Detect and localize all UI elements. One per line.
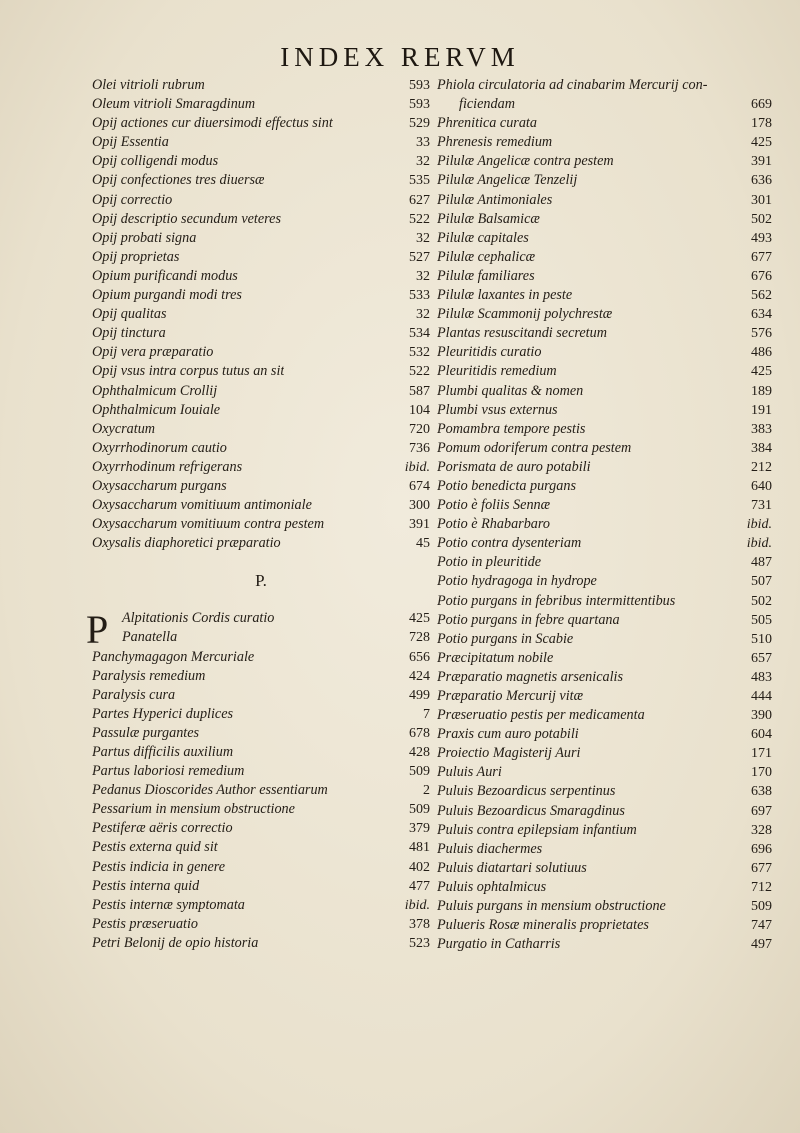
index-entry <box>437 687 772 706</box>
entry-page: 731 <box>751 498 772 514</box>
entry-page: 502 <box>751 211 772 227</box>
entry-text: Pestiferæ aëris correctio <box>92 820 233 837</box>
entry-page: 497 <box>751 937 772 953</box>
index-entry <box>437 725 772 744</box>
index-entry <box>437 248 772 267</box>
entry-text: Pleuritidis curatio <box>437 344 542 361</box>
entry-text: Pestis externa quid sit <box>92 839 218 856</box>
entry-page: 486 <box>751 345 772 361</box>
entry-text: Oxycratum <box>92 420 156 437</box>
index-entry <box>437 935 772 954</box>
entry-text: Partus difficilis auxilium <box>92 744 234 760</box>
index-entry <box>92 267 430 286</box>
index-entry <box>92 401 430 420</box>
entry-page: 728 <box>409 630 430 646</box>
entry-text: Potio è Rhabarbaro <box>437 516 550 533</box>
entry-page: 507 <box>751 574 772 590</box>
index-entry <box>437 592 772 611</box>
index-entry <box>437 362 772 381</box>
entry-text: Pilulæ capitales <box>437 229 529 246</box>
entry-text: Pestis internæ symptomata <box>92 896 245 913</box>
entry-page: 45 <box>416 536 430 552</box>
entry-page: 178 <box>751 116 772 132</box>
index-entry <box>437 114 772 133</box>
entry-text: Porismata de auro potabili <box>437 458 591 475</box>
entry-text: Opium purgandi modi tres <box>92 287 242 304</box>
entry-text: Potio in pleuritide <box>437 554 542 571</box>
entry-page: 32 <box>416 307 430 323</box>
entry-page: 7 <box>423 706 430 722</box>
index-entry <box>437 420 772 439</box>
entry-page: 720 <box>409 421 430 437</box>
index-entry <box>437 324 772 343</box>
index-entry <box>437 95 772 114</box>
index-entry <box>92 477 430 496</box>
index-entry <box>437 515 772 534</box>
index-entry <box>437 439 772 458</box>
index-entry <box>92 915 430 934</box>
entry-text: Opij descriptio secundum veteres <box>92 210 281 227</box>
entry-text: Puluis Bezoardicus Smaragdinus <box>437 802 625 819</box>
entry-text: Praxis cum auro potabili <box>437 726 579 743</box>
entry-text: Opij qualitas <box>92 306 167 323</box>
entry-text: Opij colligendi modus <box>92 153 219 170</box>
entry-page: 593 <box>409 78 430 93</box>
entry-page: 509 <box>751 899 772 915</box>
left-entries-p <box>86 607 430 953</box>
right-column <box>437 76 772 954</box>
index-entry <box>437 763 772 782</box>
entry-page: 636 <box>751 173 772 189</box>
entry-text: Pomambra tempore pestis <box>437 420 586 437</box>
entry-page: 505 <box>751 612 772 628</box>
entry-text: Pomum odoriferum contra pestem <box>437 439 632 456</box>
entry-text: Opij vsus intra corpus tutus an sit <box>92 363 285 380</box>
index-entry <box>437 534 772 553</box>
entry-text: ficiendam <box>459 96 515 113</box>
index-entry <box>437 744 772 763</box>
index-entry <box>437 152 772 171</box>
index-entry <box>92 496 430 515</box>
entry-text: Ophthalmicum Iouiale <box>92 401 221 418</box>
index-entry <box>92 743 430 762</box>
entry-page: 300 <box>409 498 430 514</box>
index-entry <box>92 324 430 343</box>
entry-page: 32 <box>416 154 430 170</box>
index-entry <box>92 934 430 953</box>
entry-text: Potio purgans in Scabie <box>437 630 574 647</box>
entry-text: Opij vera præparatio <box>92 344 214 361</box>
entry-text: Oxysaccharum vomitiuum antimoniale <box>92 497 312 514</box>
index-entry <box>92 248 430 267</box>
entry-page: 669 <box>751 97 772 113</box>
entry-text: Opij actiones cur diuersimodi effectus sint <box>92 115 333 132</box>
entry-page: 657 <box>751 650 772 666</box>
index-entry <box>437 286 772 305</box>
entry-page: 535 <box>409 173 430 189</box>
index-entry <box>437 840 772 859</box>
entry-page: 736 <box>409 440 430 456</box>
index-entry <box>92 420 430 439</box>
entry-page: 301 <box>751 192 772 208</box>
entry-page: 627 <box>409 192 430 208</box>
entry-text: Potio hydragoga in hydrope <box>437 573 597 590</box>
entry-text: Opij proprietas <box>92 248 180 265</box>
entry-page: 523 <box>409 935 430 951</box>
entry-page: 696 <box>751 841 772 857</box>
index-entry <box>92 229 430 248</box>
entry-text: Panatella <box>122 629 178 646</box>
entry-text: Puluis Bezoardicus serpentinus <box>437 783 616 800</box>
entry-text: Plantas resuscitandi secretum <box>437 325 607 342</box>
entry-text: Oxyrrhodinum refrigerans <box>92 458 243 475</box>
index-entry <box>437 401 772 420</box>
entry-text: Oxysaccharum purgans <box>92 477 227 494</box>
index-entry <box>437 916 772 935</box>
index-entry <box>437 706 772 725</box>
entry-text: Pestis interna quid <box>92 877 200 894</box>
index-entry <box>437 668 772 687</box>
entry-page: 656 <box>409 649 430 665</box>
left-column <box>86 76 430 953</box>
entry-text: Pedanus Dioscorides Author essentiarum <box>92 782 328 799</box>
section-letter-p: P. <box>255 571 267 591</box>
entry-text: Puluis contra epilepsiam infantium <box>437 821 637 838</box>
index-entry <box>92 95 430 114</box>
index-entry <box>92 191 430 210</box>
entry-text: Panchymagagon Mercuriale <box>92 648 255 665</box>
entry-text: Puluis diatartari solutiuus <box>437 859 587 876</box>
entry-text: Pulueris Rosæ mineralis proprietates <box>437 917 649 934</box>
entry-text: Opij tinctura <box>92 325 166 342</box>
entry-text: Paralysis remedium <box>92 667 206 684</box>
entry-text: Præcipitatum nobile <box>437 649 554 666</box>
entry-page: 425 <box>751 135 772 151</box>
entry-text: Opium purificandi modus <box>92 267 238 284</box>
index-entry <box>92 114 430 133</box>
index-entry <box>92 305 430 324</box>
entry-page: 674 <box>409 478 430 494</box>
entry-text: Pilulæ laxantes in peste <box>437 287 573 304</box>
index-entry <box>437 782 772 801</box>
index-entry <box>92 724 430 743</box>
index-entry <box>92 819 430 838</box>
index-entry <box>437 210 772 229</box>
entry-text: Purgatio in Catharris <box>437 936 561 953</box>
index-entry <box>92 838 430 857</box>
entry-text: Proiectio Magisterij Auri <box>437 745 581 762</box>
entry-text: Plumbi vsus externus <box>437 401 558 418</box>
entry-text: Oleum vitrioli Smaragdinum <box>92 96 256 113</box>
entry-page: 189 <box>751 383 772 399</box>
entry-page: 383 <box>751 421 772 437</box>
entry-text: Opij correctio <box>92 191 173 208</box>
page-header: INDEX RERVM <box>280 42 520 72</box>
index-entry <box>92 877 430 896</box>
entry-text: Puluis ophtalmicus <box>437 878 547 895</box>
entry-page: 534 <box>409 326 430 342</box>
entry-page: 402 <box>409 859 430 875</box>
entry-page: 390 <box>751 708 772 724</box>
entry-page: 576 <box>751 326 772 342</box>
index-entry <box>92 686 430 705</box>
index-entry <box>92 171 430 190</box>
entry-page: 747 <box>751 918 772 934</box>
entry-page: 477 <box>409 878 430 894</box>
entry-page: 493 <box>751 230 772 246</box>
entry-page: 677 <box>751 860 772 876</box>
entry-text: Potio benedicta purgans <box>437 477 576 494</box>
entry-text: Passulæ purgantes <box>92 724 200 741</box>
entry-page: 593 <box>409 97 430 113</box>
index-entry <box>437 878 772 897</box>
index-entry <box>92 362 430 381</box>
entry-text: Ophthalmicum Crollij <box>92 382 218 399</box>
entry-text: Potio purgans in febribus intermittentibus <box>437 592 676 609</box>
entry-text: Olei vitrioli rubrum <box>92 77 205 93</box>
entry-text: Præparatio Mercurij vitæ <box>437 688 584 704</box>
entry-page: 191 <box>751 402 772 418</box>
index-entry <box>437 191 772 210</box>
entry-page: 33 <box>416 135 430 151</box>
entry-text: Puluis diachermes <box>437 840 543 857</box>
index-entry <box>92 515 430 534</box>
index-entry <box>437 802 772 821</box>
entry-page: 328 <box>751 822 772 838</box>
index-entry <box>92 800 430 819</box>
entry-text: Pilulæ Antimoniales <box>437 191 553 208</box>
entry-text: Alpitationis Cordis curatio <box>122 610 275 627</box>
entry-text: Pilulæ Angelicæ contra pestem <box>437 153 614 170</box>
entry-page: 378 <box>409 916 430 932</box>
entry-page: 170 <box>751 765 772 781</box>
entry-text: Puluis Auri <box>437 764 502 781</box>
entry-text: Pilulæ Balsamicæ <box>437 210 540 227</box>
entry-page: 677 <box>751 249 772 265</box>
index-entry <box>437 611 772 630</box>
entry-page: 391 <box>409 517 430 533</box>
index-entry <box>92 628 430 647</box>
entry-text: Præparatio magnetis arsenicalis <box>437 668 624 685</box>
dropcap-letter: P <box>86 607 109 653</box>
entry-page: 32 <box>416 268 430 284</box>
entry-page: 638 <box>751 784 772 800</box>
entry-text: Puluis purgans in mensium obstructione <box>437 898 666 915</box>
entry-text: Pestis indicia in genere <box>92 858 226 875</box>
index-entry <box>437 897 772 916</box>
entry-page: 499 <box>409 687 430 703</box>
entry-page: ibid. <box>404 459 430 475</box>
index-entry <box>92 439 430 458</box>
entry-page: 481 <box>409 840 430 856</box>
entry-page: 509 <box>409 764 430 780</box>
entry-page: 509 <box>409 802 430 818</box>
entry-text: Pilulæ Angelicæ Tenzelij <box>437 172 578 189</box>
entry-page: 212 <box>751 459 772 475</box>
entry-text: Pilulæ cephalicæ <box>437 248 536 265</box>
entry-page: 425 <box>751 364 772 380</box>
entry-page: 562 <box>751 288 772 304</box>
entry-text: Pilulæ familiares <box>437 267 535 284</box>
entry-page: 678 <box>409 725 430 741</box>
index-entry <box>92 343 430 362</box>
index-entry <box>92 534 430 553</box>
index-entry <box>437 572 772 591</box>
entry-text: Paralysis cura <box>92 686 176 703</box>
index-entry <box>92 210 430 229</box>
entry-page: 502 <box>751 593 772 609</box>
index-entry <box>92 382 430 401</box>
entry-page: 483 <box>751 669 772 685</box>
right-entries <box>437 114 772 954</box>
index-entry <box>92 762 430 781</box>
index-entry <box>437 229 772 248</box>
index-entry <box>437 305 772 324</box>
index-entry <box>92 458 430 477</box>
index-entry <box>92 133 430 152</box>
index-entry <box>437 382 772 401</box>
entry-text: Opij confectiones tres diuersæ <box>92 172 265 189</box>
index-entry <box>92 858 430 877</box>
entry-page: 2 <box>423 783 430 799</box>
entry-text: Partes Hyperici duplices <box>92 705 234 722</box>
index-entry <box>437 458 772 477</box>
entry-text: Oxysaccharum vomitiuum contra pestem <box>92 516 325 533</box>
entry-page: 640 <box>751 478 772 494</box>
index-entry <box>437 630 772 649</box>
entry-page: 444 <box>751 689 772 704</box>
entry-page: 510 <box>751 631 772 647</box>
left-entries-o <box>92 76 430 553</box>
entry-page: 379 <box>409 821 430 837</box>
entry-text: Phrenesis remedium <box>437 134 553 151</box>
entry-text: Potio purgans in febre quartana <box>437 611 620 628</box>
index-entry <box>437 76 772 95</box>
entry-text: Plumbi qualitas & nomen <box>437 382 584 399</box>
index-entry <box>437 343 772 362</box>
entry-page: 487 <box>751 555 772 571</box>
entry-page: 104 <box>409 402 430 418</box>
index-entry <box>92 286 430 305</box>
entry-text: Phiola circulatoria ad cinabarim Mercurij con- <box>437 77 708 93</box>
entry-text: Oxysalis diaphoretici præparatio <box>92 535 281 552</box>
index-entry <box>437 496 772 515</box>
index-entry <box>437 477 772 496</box>
entry-text: Potio è foliis Sennæ <box>437 497 551 514</box>
index-entry <box>437 171 772 190</box>
index-entry <box>92 781 430 800</box>
entry-page: ibid. <box>404 897 430 913</box>
entry-page: 587 <box>409 383 430 399</box>
entry-page: 676 <box>751 268 772 284</box>
entry-text: Partus laboriosi remedium <box>92 763 245 780</box>
entry-text: Potio contra dysenteriam <box>437 535 582 552</box>
entry-text: Præseruatio pestis per medicamenta <box>437 707 645 724</box>
entry-page: 532 <box>409 345 430 361</box>
index-entry <box>437 553 772 572</box>
entry-text: Oxyrrhodinorum cautio <box>92 439 227 456</box>
entry-page: 384 <box>751 440 772 456</box>
entry-page: 522 <box>409 211 430 227</box>
index-entry <box>92 896 430 915</box>
index-entry <box>92 152 430 171</box>
entry-text: Pessarium in mensium obstructione <box>92 801 295 818</box>
entry-text: Opij probati signa <box>92 229 197 246</box>
entry-page: 697 <box>751 803 772 819</box>
index-entry <box>437 859 772 878</box>
entry-page: ibid. <box>746 536 772 552</box>
entry-page: 425 <box>409 611 430 627</box>
entry-text: Opij Essentia <box>92 134 169 151</box>
entry-page: 527 <box>409 249 430 265</box>
entry-page: 604 <box>751 727 772 743</box>
entry-page: 533 <box>409 288 430 304</box>
entry-page: 529 <box>409 116 430 132</box>
entry-page: 428 <box>409 745 430 760</box>
entry-text: Pilulæ Scammonij polychrestæ <box>437 306 613 323</box>
index-entry <box>437 821 772 840</box>
entry-page: 32 <box>416 230 430 246</box>
entry-page: 712 <box>751 879 772 895</box>
entry-page: 171 <box>751 746 772 762</box>
entry-page: 522 <box>409 364 430 380</box>
index-entry <box>437 267 772 286</box>
index-entry <box>92 76 430 95</box>
entry-text: Pleuritidis remedium <box>437 363 557 380</box>
entry-text: Pestis præseruatio <box>92 915 199 932</box>
index-entry <box>92 667 430 686</box>
index-entry <box>92 609 430 628</box>
entry-page: 424 <box>409 668 430 684</box>
index-entry <box>92 648 430 667</box>
entry-text: Petri Belonij de opio historia <box>92 934 259 951</box>
index-entry <box>437 133 772 152</box>
index-entry <box>437 649 772 668</box>
entry-page: 391 <box>751 154 772 170</box>
entry-text: Phrenitica curata <box>437 115 537 132</box>
entry-page: ibid. <box>746 517 772 533</box>
index-entry <box>92 705 430 724</box>
entry-page: 634 <box>751 307 772 323</box>
